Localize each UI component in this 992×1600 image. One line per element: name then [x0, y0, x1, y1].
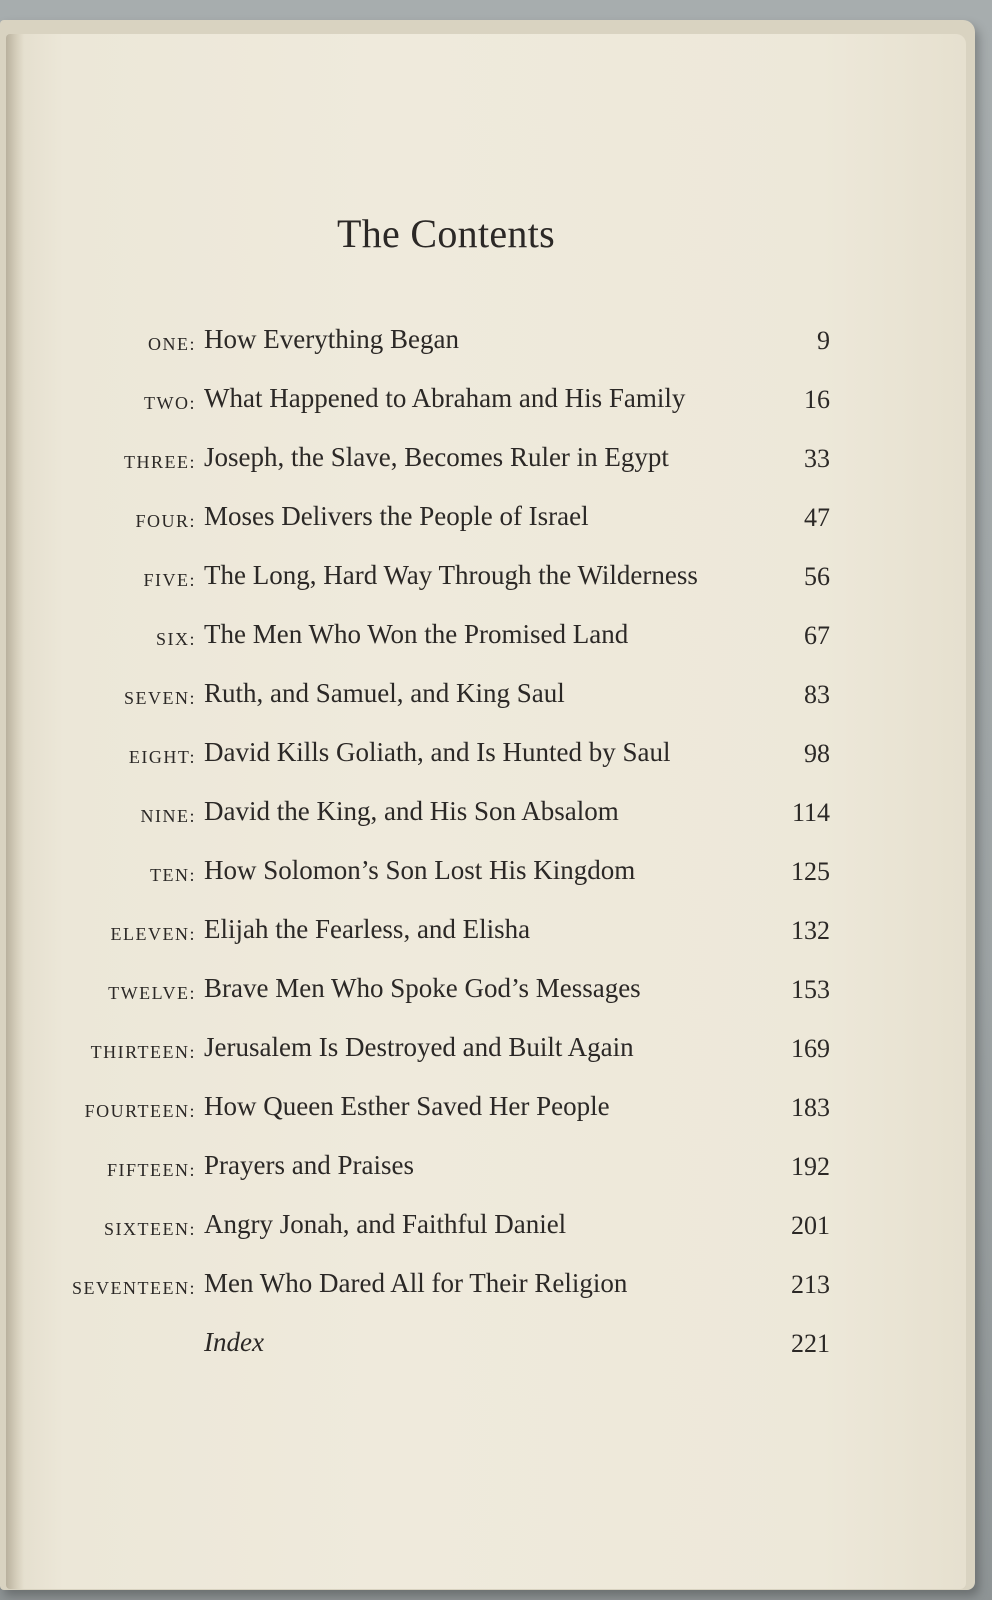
chapter-title: Joseph, the Slave, Becomes Ruler in Egypt: [204, 442, 669, 472]
toc-entry: [6, 383, 966, 423]
chapter-title: The Men Who Won the Promised Land: [204, 619, 629, 649]
toc-entry: [6, 914, 966, 954]
chapter-number: ELEVEN:: [110, 924, 196, 944]
page-number: 125: [791, 857, 830, 886]
chapter-number: FOUR:: [135, 511, 196, 531]
chapter-title: Elijah the Fearless, and Elisha: [204, 914, 531, 944]
chapter-number: TWELVE:: [108, 983, 196, 1003]
toc-entry: [6, 737, 966, 777]
page-number: 16: [804, 385, 830, 414]
page-number: 213: [791, 1270, 830, 1299]
chapter-title: Prayers and Praises: [204, 1150, 414, 1180]
chapter-number: THIRTEEN:: [90, 1042, 196, 1062]
toc-entry: [6, 442, 966, 482]
toc-entry: [6, 324, 966, 364]
chapter-title: Angry Jonah, and Faithful Daniel: [204, 1209, 567, 1239]
chapter-title: David Kills Goliath, and Is Hunted by Saul: [204, 737, 671, 767]
chapter-number: SIXTEEN:: [104, 1219, 196, 1239]
toc-entry: [6, 1268, 966, 1308]
page-number: 183: [791, 1093, 830, 1122]
toc-entry: [6, 1327, 966, 1367]
page-number: 221: [791, 1329, 830, 1358]
page-number: 132: [791, 916, 830, 945]
book-page: [6, 34, 966, 1589]
chapter-number: ONE:: [148, 334, 196, 354]
chapter-number: FIVE:: [143, 570, 196, 590]
toc-entry: [6, 560, 966, 600]
page-number: 153: [791, 975, 830, 1004]
chapter-title: Ruth, and Samuel, and King Saul: [204, 678, 565, 708]
chapter-number: SEVENTEEN:: [72, 1278, 196, 1298]
toc-entry: [6, 1209, 966, 1249]
toc-entry: [6, 1032, 966, 1072]
page-number: 67: [804, 621, 830, 650]
toc-entry: [6, 678, 966, 718]
page-number: 9: [817, 326, 830, 355]
page-number: 33: [804, 444, 830, 473]
chapter-number: FOURTEEN:: [84, 1101, 196, 1121]
chapter-title: David the King, and His Son Absalom: [204, 796, 619, 826]
chapter-number: THREE:: [124, 452, 196, 472]
chapter-title: Men Who Dared All for Their Religion: [204, 1268, 628, 1298]
page-number: 114: [791, 798, 830, 827]
chapter-number: TWO:: [144, 393, 196, 413]
toc-entry: [6, 1150, 966, 1190]
chapter-number: NINE:: [140, 806, 196, 826]
toc-entry: [6, 501, 966, 541]
chapter-number: FIFTEEN:: [106, 1160, 196, 1180]
chapter-title: Jerusalem Is Destroyed and Built Again: [204, 1032, 634, 1062]
chapter-title: Index: [204, 1327, 264, 1357]
contents-title: The Contents: [336, 211, 555, 256]
toc-entry: [6, 1091, 966, 1131]
chapter-number: SIX:: [155, 629, 196, 649]
chapter-title: How Everything Began: [204, 324, 459, 354]
toc-entry: [6, 855, 966, 895]
page-number: 47: [804, 503, 830, 532]
chapter-title: Brave Men Who Spoke God’s Messages: [204, 973, 641, 1003]
toc-entry: [6, 973, 966, 1013]
chapter-title: The Long, Hard Way Through the Wilderness: [204, 560, 698, 590]
chapter-number: EIGHT:: [128, 747, 196, 767]
page-number: 201: [791, 1211, 830, 1240]
chapter-title: How Solomon’s Son Lost His Kingdom: [204, 855, 636, 885]
chapter-title: Moses Delivers the People of Israel: [204, 501, 589, 531]
page-number: 83: [804, 680, 830, 709]
toc-entry: [6, 619, 966, 659]
chapter-number: SEVEN:: [124, 688, 196, 708]
book-page-edge: [0, 20, 975, 1590]
chapter-title: How Queen Esther Saved Her People: [204, 1091, 610, 1121]
page-number: 169: [791, 1034, 830, 1063]
page-number: 98: [804, 739, 830, 768]
page-number: 192: [791, 1152, 830, 1181]
toc-entry: [6, 796, 966, 836]
chapter-title: What Happened to Abraham and His Family: [204, 383, 686, 413]
page-number: 56: [804, 562, 830, 591]
chapter-number: TEN:: [150, 865, 196, 885]
